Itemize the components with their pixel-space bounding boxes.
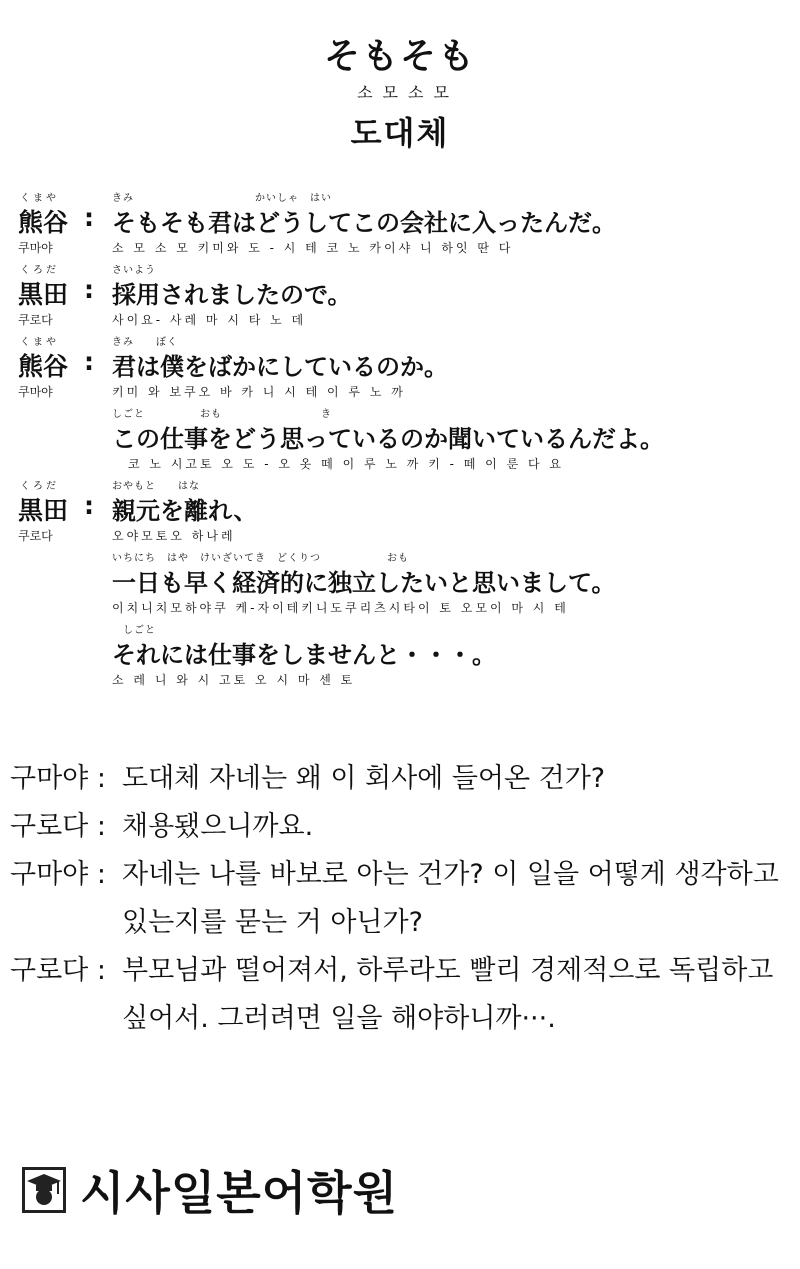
colon: : — [84, 275, 94, 304]
school-logo — [22, 1160, 398, 1220]
dialogue-line — [18, 401, 678, 473]
title-reading: 소모소모 — [357, 83, 459, 102]
jp-reading: 사이요- 사레 마 시 타 노 데 — [112, 313, 307, 327]
jp-reading: 키미 와 보쿠오 바 카 니 시 테 이 루 노 까 — [112, 385, 406, 399]
graduate-cap-icon — [22, 1167, 66, 1213]
translation-speaker: 구마야 : — [10, 859, 106, 890]
translation-text: 자네는 나를 바보로 아는 건가? 이 일을 어떻게 생각하고 있는지를 묻는 거 아닌가? — [122, 859, 779, 938]
ruby: きみ かいしゃ はい — [112, 193, 332, 204]
logo-text: 시사일본어학원 — [80, 1166, 399, 1220]
translation-speaker: 구마야 : — [10, 763, 106, 794]
ruby: しごと おも き — [112, 409, 332, 420]
ruby: しごと — [112, 625, 156, 636]
ruby: きみ ぼく — [112, 337, 178, 348]
translation-text: 부모님과 떨어져서, 하루라도 빨리 경제적으로 독립하고 싶어서. 그러려면 일을 해야하니까···. — [122, 955, 774, 1034]
speaker-name: 黒田 — [18, 496, 69, 525]
speaker-reading: 쿠마야 — [18, 385, 53, 399]
jp-line: それには仕事をしませんと・・・。 — [112, 641, 496, 669]
dialogue — [18, 185, 678, 689]
jp-reading: 코 노 시고토 오 도 - 오 옷 떼 이 루 노 까 키 - 떼 이 룬 다 요 — [128, 457, 564, 471]
title-ko: 도대체 — [350, 114, 450, 152]
translation-row — [10, 851, 790, 947]
korean-translation — [10, 755, 790, 1043]
colon: : — [84, 203, 94, 232]
translation-text: 채용됐으니까요. — [122, 811, 314, 842]
ruby: いちにち はや けいざいてき どくりつ おも — [112, 553, 409, 564]
colon: : — [84, 491, 94, 520]
jp-line: 親元を離れ、 — [112, 497, 258, 525]
jp-reading: 이치니치모하야쿠 케-자이테키니도쿠리츠시타이 토 오모이 마 시 테 — [112, 601, 569, 615]
speaker-ruby: くまや — [20, 337, 59, 348]
speaker-reading: 쿠마야 — [18, 241, 53, 255]
jp-reading: 소 모 소 모 키미와 도 - 시 테 코 노 카이샤 니 하잇 딴 다 — [112, 241, 514, 255]
dialogue-line — [18, 545, 678, 617]
speaker-name: 熊谷 — [18, 208, 69, 237]
jp-line: この仕事をどう思っているのか聞いているんだよ。 — [112, 425, 664, 453]
speaker-ruby: くまや — [20, 193, 59, 204]
translation-speaker: 구로다 : — [10, 811, 106, 842]
speaker-reading: 쿠로다 — [18, 529, 53, 543]
translation-speaker: 구로다 : — [10, 955, 106, 986]
speaker-reading: 쿠로다 — [18, 313, 53, 327]
dialogue-line — [18, 185, 678, 257]
speaker-name: 黒田 — [18, 280, 69, 309]
jp-line: 君は僕をばかにしているのか。 — [112, 353, 448, 381]
ruby: おやもと はな — [112, 481, 200, 492]
dialogue-line — [18, 329, 678, 401]
dialogue-line — [18, 473, 678, 545]
jp-reading: 오야모토오 하나레 — [112, 529, 236, 543]
colon: : — [84, 347, 94, 376]
translation-row — [10, 947, 790, 1043]
jp-line: 一日も早く経済的に独立したいと思いまして。 — [112, 569, 616, 597]
dialogue-line — [18, 257, 678, 329]
ruby: さいよう — [112, 265, 156, 276]
speaker-name: 熊谷 — [18, 352, 69, 381]
dialogue-line — [18, 617, 678, 689]
speaker-ruby: くろだ — [20, 481, 59, 492]
translation-row — [10, 755, 790, 803]
speaker-ruby: くろだ — [20, 265, 59, 276]
title-jp: そもそも — [323, 36, 476, 77]
translation-row — [10, 803, 790, 851]
jp-line: そもそも君はどうしてこの会社に入ったんだ。 — [112, 209, 616, 237]
translation-text: 도대체 자네는 왜 이 회사에 들어온 건가? — [122, 763, 606, 794]
jp-reading: 소 레 니 와 시 고토 오 시 마 센 토 — [112, 673, 356, 687]
jp-line: 採用されましたので。 — [112, 281, 352, 309]
